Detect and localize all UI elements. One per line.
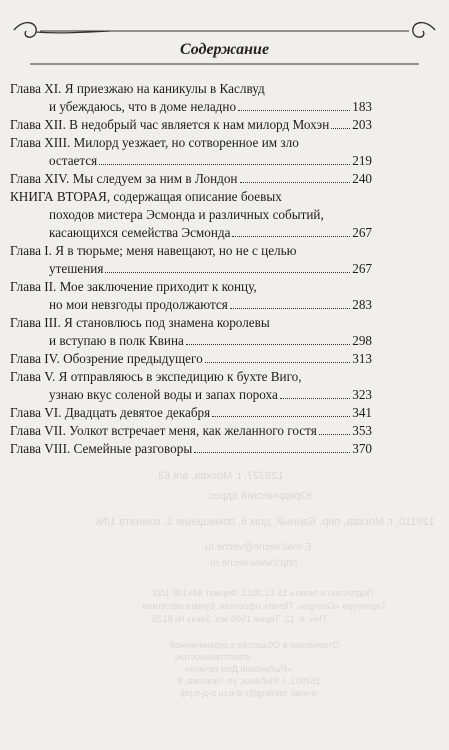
toc-page-number: 267 xyxy=(352,261,372,276)
toc-entry xyxy=(10,350,372,368)
toc-page-number: 240 xyxy=(352,171,372,186)
toc-page-number: 283 xyxy=(352,297,372,312)
toc-page-number: 219 xyxy=(352,153,372,168)
dot-leader xyxy=(280,398,350,399)
toc-entry-last-line xyxy=(10,422,372,440)
toc-entry-line: Глава II. Мое заключение приходит к концу, xyxy=(10,279,257,294)
toc-entry xyxy=(10,404,372,422)
toc-entry xyxy=(10,314,372,350)
toc-entry xyxy=(10,80,372,116)
dot-leader xyxy=(205,362,351,363)
toc-page-number: 313 xyxy=(352,351,372,366)
toc-entry-last-line xyxy=(10,98,372,116)
toc-entry-line: Глава I. Я в тюрьме; меня навещают, но не с целью xyxy=(10,243,297,258)
toc-entry-last-line xyxy=(10,116,372,134)
toc-entry-line: но мои невзгоды продолжаются xyxy=(49,297,228,312)
toc-entry-line: остается xyxy=(49,153,98,168)
toc-entry-line: походов мистера Эсмонда и различных событий, xyxy=(49,207,324,222)
toc-entry-line: касающихся семейства Эсмонда xyxy=(49,225,231,240)
toc-entry xyxy=(10,116,372,134)
toc-entry xyxy=(10,242,372,278)
toc-entry-last-line xyxy=(10,350,372,368)
toc-entry-last-line xyxy=(10,296,372,314)
toc-entry xyxy=(10,188,372,242)
toc-page-number: 323 xyxy=(352,387,372,402)
toc-entry xyxy=(10,134,372,170)
toc-entry-line: узнаю вкус соленой воды и запах пороха xyxy=(49,387,278,402)
toc-entry-line: Глава VI. Двадцать девятое декабря xyxy=(10,405,211,420)
bleed-through-line: Подписано в печать 15.12.2021. Формат 84×108 1/32. xyxy=(150,588,374,598)
bleed-through-line: http://www.veche.ru xyxy=(210,558,298,569)
toc-page-number: 353 xyxy=(352,423,372,438)
toc-entry-last-line xyxy=(10,386,372,404)
toc-entry-line: и вступаю в полк Квина xyxy=(49,333,184,348)
toc-entry-line: Глава XII. В недобрый час является к нам милорд Мохэн xyxy=(10,117,330,132)
toc-entry-line: утешения xyxy=(49,261,104,276)
bleed-through-line: ответственностью xyxy=(175,652,251,662)
toc-entry-last-line xyxy=(10,260,372,278)
toc-page-number: 267 xyxy=(352,225,372,240)
dot-leader xyxy=(319,434,350,435)
toc-entry-last-line xyxy=(10,224,372,242)
toc-entry-line: Глава V. Я отправляюсь в экспедицию к бухте Виго, xyxy=(10,369,302,384)
dot-leader xyxy=(194,452,350,453)
toc-entry-last-line xyxy=(10,440,372,458)
dot-leader xyxy=(99,164,350,165)
dot-leader xyxy=(105,272,350,273)
bleed-through-line: Гарнитура «Georgia». Печать офсетная. Бумага офсетная. xyxy=(140,601,386,611)
page-title: Содержание xyxy=(179,41,270,58)
dot-leader xyxy=(232,236,350,237)
bleed-through-line: Печ. л. 12. Тираж 1500 экз. Заказ № 8125. xyxy=(150,614,326,624)
toc-entry-last-line xyxy=(10,332,372,350)
dot-leader xyxy=(186,344,350,345)
bleed-through-line: 129110, г. Москва, пер. Банный, дом 6, помещение 1, комната 1/№ xyxy=(95,516,435,528)
toc-entry-last-line xyxy=(10,404,372,422)
toc-page-number: 183 xyxy=(352,99,372,114)
toc-entry-line: Глава XI. Я приезжаю на каникулы в Каслвуд xyxy=(10,81,265,96)
toc-entry-line: и убеждаюсь, что в доме неладно xyxy=(49,99,237,114)
toc-entry xyxy=(10,170,372,188)
toc-entry-line: Глава VIII. Семейные разговоры xyxy=(10,441,193,456)
bleed-through-line: «Рыбинский Дом печати» xyxy=(185,664,292,674)
toc-entry xyxy=(10,422,372,440)
bleed-through-line: Юридический адрес: xyxy=(205,490,312,502)
bleed-through-line: 152901, г. Рыбинск, ул. Чкалова, 8. xyxy=(175,676,321,686)
page-header xyxy=(0,0,449,78)
toc-page-number: 341 xyxy=(352,405,372,420)
bleed-through-line: E-mail:veche@veche.ru xyxy=(205,542,312,553)
toc-entry-line: Глава XIII. Милорд уезжает, но сотворенное им зло xyxy=(10,135,299,150)
dot-leader xyxy=(212,416,350,417)
toc-entry-line: Глава III. Я становлюсь под знамена королевы xyxy=(10,315,270,330)
toc-page-number: 203 xyxy=(352,117,372,132)
toc-entry-line: Глава IV. Обозрение предыдущего xyxy=(10,351,203,366)
dot-leader xyxy=(240,182,351,183)
toc-entry-last-line xyxy=(10,152,372,170)
toc-entry-line: КНИГА ВТОРАЯ, содержащая описание боевых xyxy=(10,189,282,204)
toc-page-number: 298 xyxy=(352,333,372,348)
table-of-contents xyxy=(10,80,372,458)
dot-leader xyxy=(331,128,350,129)
toc-entry xyxy=(10,278,372,314)
dot-leader xyxy=(238,110,350,111)
bleed-through-line: 129327, г. Москва, а/я 63. xyxy=(155,470,284,482)
toc-entry-last-line xyxy=(10,170,372,188)
bleed-through-line: Отпечатано в Обществе с ограниченной xyxy=(170,640,340,650)
dot-leader xyxy=(230,308,350,309)
toc-entry-line: Глава VII. Уолкот встречает меня, как желанного гостя xyxy=(10,423,317,438)
toc-entry xyxy=(10,440,372,458)
bleed-through-line: e-mail: printing@r-d-p.ru р-д-п.рф xyxy=(180,688,317,698)
toc-entry-line: Глава XIV. Мы следуем за ним в Лондон xyxy=(10,171,238,186)
toc-entry xyxy=(10,368,372,404)
ornamental-rule xyxy=(0,0,449,78)
toc-page-number: 370 xyxy=(352,441,372,456)
